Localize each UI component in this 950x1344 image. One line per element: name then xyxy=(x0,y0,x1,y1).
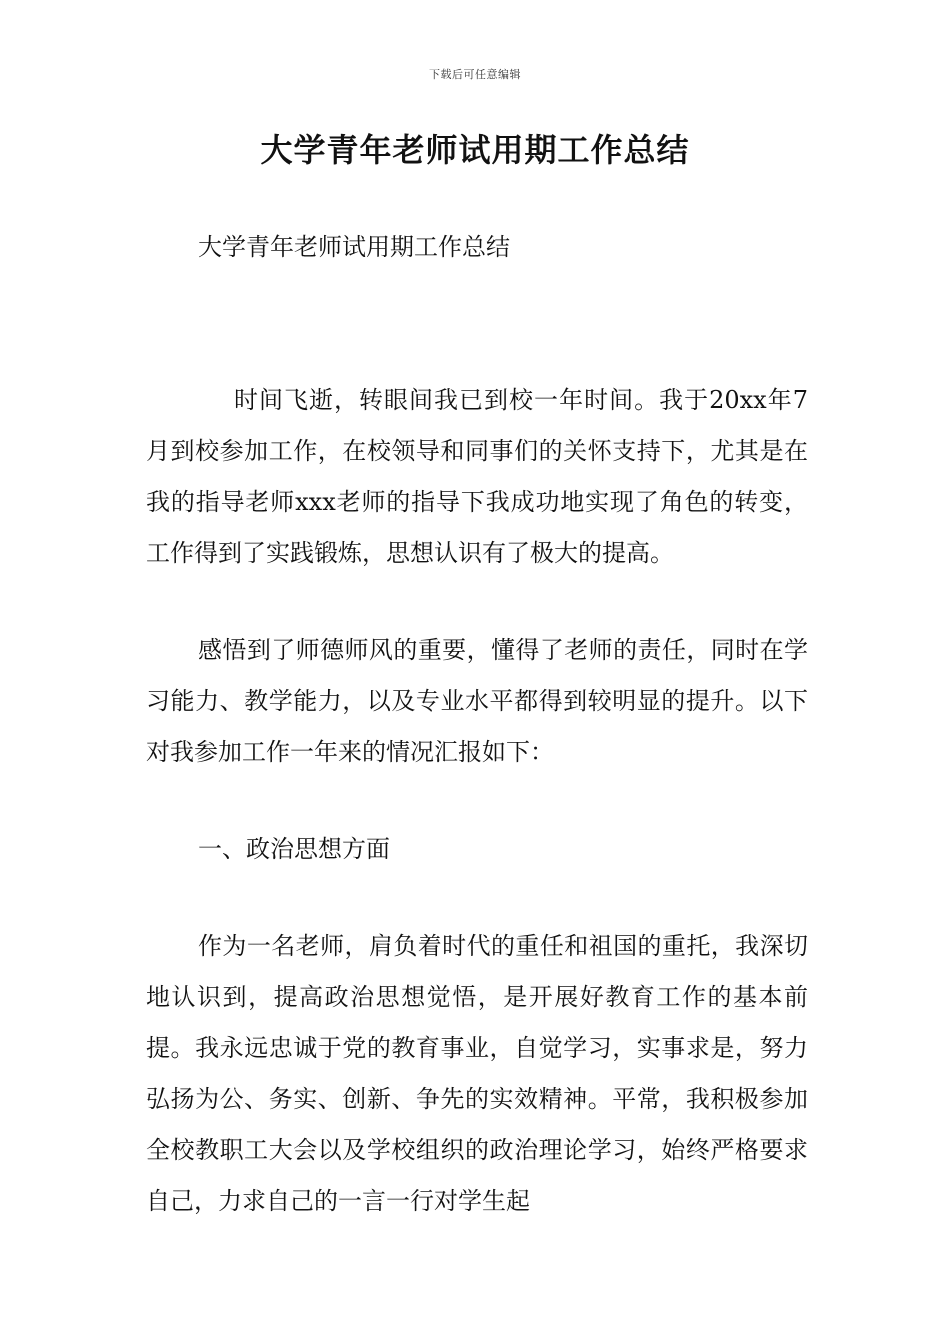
paragraph-reflection: 感悟到了师德师风的重要，懂得了老师的责任，同时在学习能力、教学能力，以及专业水平都得到较明显的提升。以下对我参加工作一年来的情况汇报如下： xyxy=(146,636,808,766)
document-body xyxy=(146,222,808,1227)
document-title: 大学青年老师试用期工作总结 xyxy=(260,131,690,169)
paragraph-political: 作为一名老师，肩负着时代的重任和祖国的重托，我深切地认识到，提高政治思想觉悟，是开展好教育工作的基本前提。我永远忠诚于党的教育事业，自觉学习，实事求是，努力弘扬为公、务实、创新、争先的实效精神。平常，我积极参加全校教职工大会以及学校组织的政治理论学习，始终严格要求自己，力求自己的一言一行对学生起 xyxy=(146,932,808,1215)
document-subtitle: 大学青年老师试用期工作总结 xyxy=(198,233,510,261)
paragraph-intro: 时间飞逝，转眼间我已到校一年时间。我于20xx年7月到校参加工作，在校领导和同事们的关怀支持下，尤其是在我的指导老师xxx老师的指导下我成功地实现了角色的转变，工作得到了实践锻炼，思想认识有了极大的提高。 xyxy=(146,386,808,567)
section-heading-political: 一、政治思想方面 xyxy=(198,835,390,863)
header-note: 下载后可任意编辑 xyxy=(429,68,521,81)
